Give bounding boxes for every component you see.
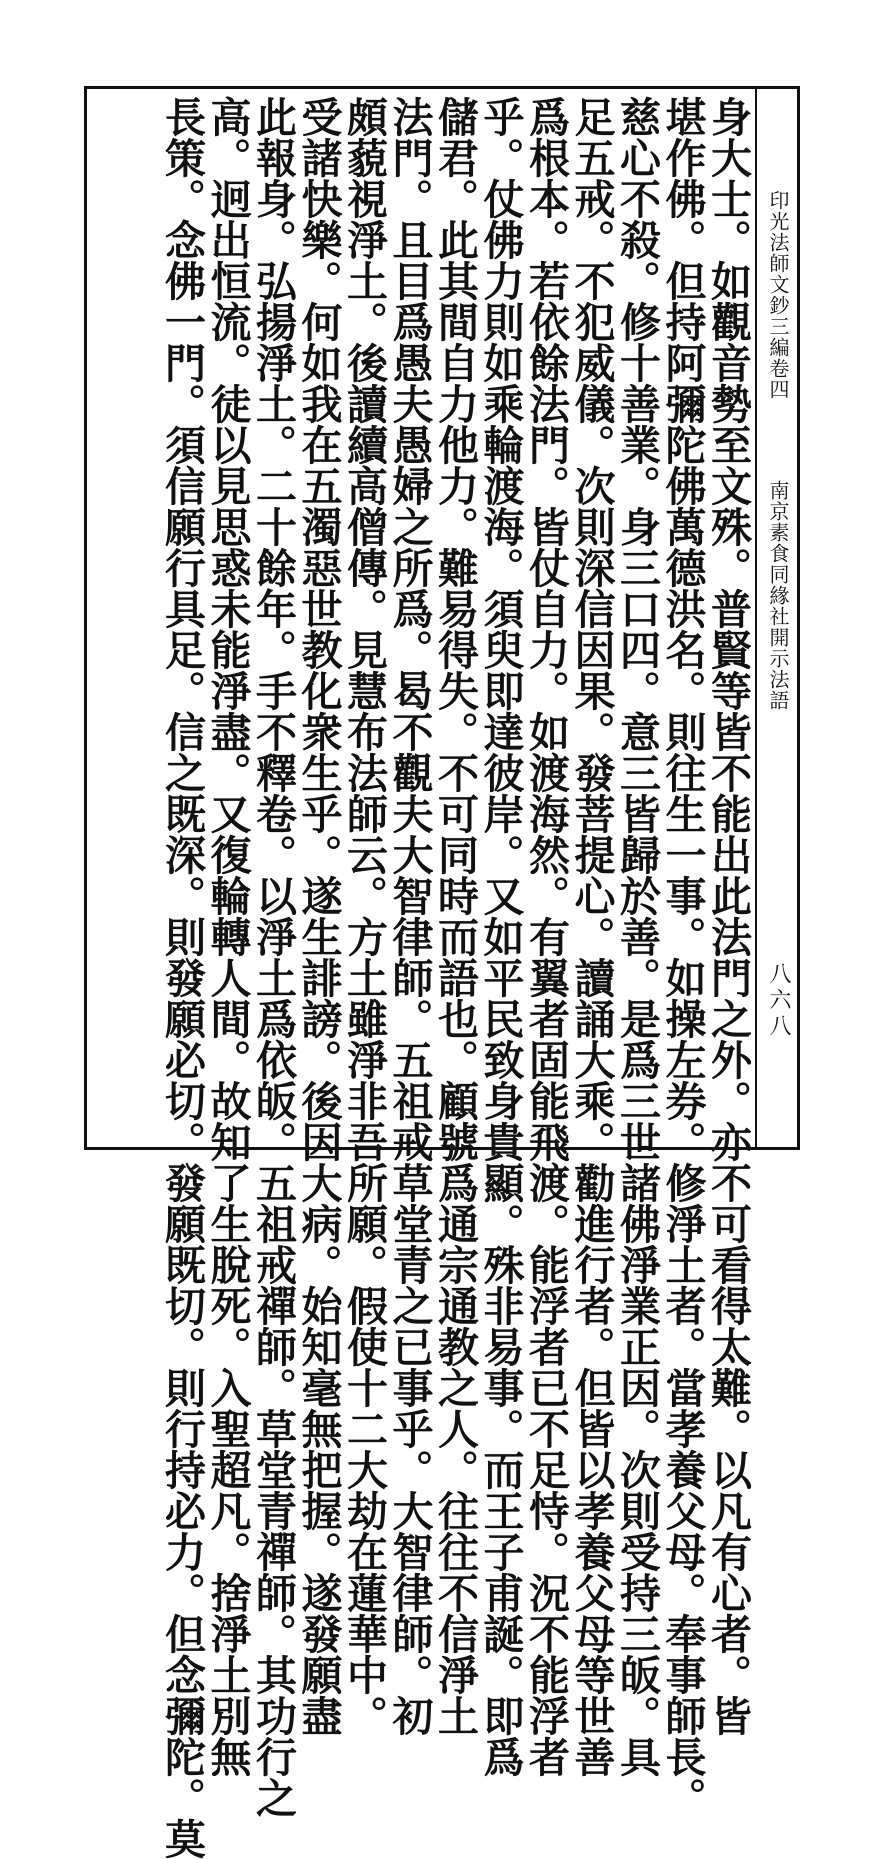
running-head-subtitle: 南京素食同緣社開示法語 (766, 480, 790, 711)
running-head-title: 印光法師文鈔三編卷四 (766, 190, 790, 400)
margin-divider-rule (755, 86, 757, 1150)
page-number: 八六八 (766, 962, 791, 1040)
body-text-columns: 身大士。如觀音勢至文殊。普賢等皆不能出此法門之外。亦不可看得太難。以凡有心者。皆 堪作佛。但持阿彌陀佛萬德洪名。則往生一事。如操左券。修淨土者。當孝養父母。奉事師長。 慈心不殺。修十善業。身三口四。意三皆歸於善。是爲三世諸佛淨業正因。次則受持三皈。具 足五戒。不犯威儀。次則深信因果。發菩提心。讀誦大乘。勸進行者。但皆以孝養父母等世善 爲根本。若依餘法門。皆仗自力。如渡海然。有翼者固能飛渡。能浮者已不足恃。況不能浮者 乎。仗佛力則如乘輪渡海。須臾即達彼岸。又如平民致身貴顯。殊非易事。而王子甫誕。即爲 儲君。此其間自力他力。難易得失。不可同時而語也。顧號爲通宗通教之人。往往不信淨土 法門。且目爲愚夫愚婦之所爲。曷不觀夫大智律師。五祖戒草堂青之已事乎。大智律師。初 頗藐視淨土。後讀續高僧傳。見慧布法師云。方土雖淨非吾所願。假使十二大劫在蓮華中。 受諸快樂。何如我在五濁惡世教化衆生乎。遂生誹謗。後因大病。始知毫無把握。遂發願盡 此報身。弘揚淨土。二十餘年。手不釋卷。以淨土爲依皈。五祖戒禪師。草堂青禪師。其功行之 高。迥出恒流。徒以見思惑未能淨盡。又復輪轉人間。故知了生脫死。入聖超凡。捨淨土別無 長策。念佛一門。須信願行具足。信之既深。則發願必切。發願既切。則行持必力。但念彌陀。莫 (158, 96, 752, 1859)
